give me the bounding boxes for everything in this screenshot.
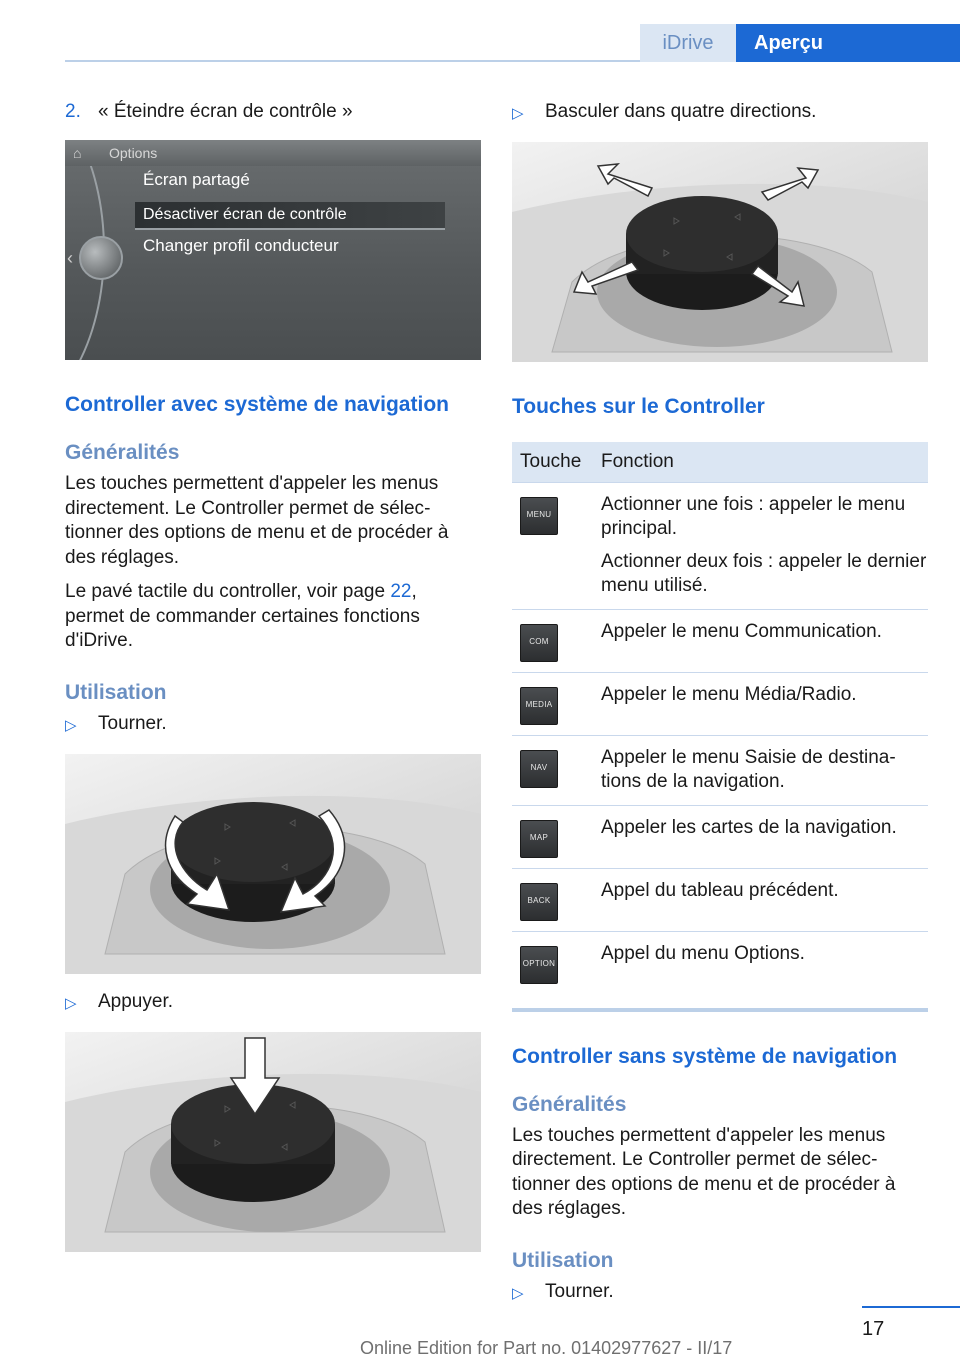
function-text: Appeler le menu Média/Radio. [601, 683, 857, 705]
step-number: 2. [65, 101, 81, 122]
controller-press-photo [65, 1032, 481, 1252]
footer-rule [862, 1306, 960, 1308]
table-row [512, 672, 928, 735]
heading-usage: Utilisation [65, 680, 167, 704]
table-row [512, 931, 928, 1010]
heading-general: Généralités [512, 1092, 627, 1116]
table-row [512, 609, 928, 672]
function-text: Actionner une fois : appeler le menu principal. [601, 493, 906, 539]
table-row [512, 868, 928, 931]
step-text: « Éteindre écran de contrôle » [98, 101, 353, 122]
chevron-left-icon: ‹ [67, 248, 73, 268]
heading-usage: Utilisation [512, 1248, 614, 1272]
edition-note: Online Edition for Part no. 01402977627 - II/17 [360, 1338, 733, 1358]
menu-item-selected: Désactiver écran de contrôle [135, 202, 445, 230]
nav-button-icon: NAV [520, 750, 558, 788]
back-button-icon: BACK [520, 883, 558, 921]
paragraph-touchpad: Le pavé tactile du controller, voir page 22, permet de commander certaines fonctions d'iDrive. [65, 581, 420, 651]
table-header-function: Fonction [601, 442, 928, 482]
bullet-turn: ▷ Tourner. [512, 1280, 928, 1306]
menu-button-icon: MENU [520, 497, 558, 535]
paragraph-buttons: Les touches permettent d'appeler les menus directement. Le Controller permet de sélectionner des options de menu et de procéder à des réglages. [512, 1124, 896, 1219]
controller-knob-icon [79, 236, 123, 280]
right-column [512, 100, 928, 1322]
triangle-bullet-icon: ▷ [512, 1284, 524, 1302]
controller-tilt-photo [512, 142, 928, 362]
com-button-icon: COM [520, 624, 558, 662]
function-cell [601, 868, 928, 931]
home-icon: ⌂ [73, 145, 82, 161]
page-number: 17 [862, 1318, 885, 1340]
left-column [65, 100, 481, 1252]
menu-item-driver-profile: Changer profil conducteur [143, 236, 339, 255]
function-text: Appel du menu Options. [601, 942, 805, 964]
bullet-press: ▷ Appuyer. [65, 990, 481, 1016]
table-row [512, 805, 928, 868]
table-row [512, 482, 928, 609]
function-cell [601, 805, 928, 868]
function-text: Actionner deux fois : appeler le dernier menu utilisé. [601, 550, 927, 596]
table-row [512, 735, 928, 805]
function-cell [601, 931, 928, 1010]
buttons-table [512, 442, 928, 1012]
heading-controller-with-nav: Controller avec système de navigation [65, 393, 449, 416]
step-2 [65, 100, 481, 124]
media-button-icon: MEDIA [520, 687, 558, 725]
option-button-icon: OPTION [520, 946, 558, 984]
function-cell [601, 609, 928, 672]
header-section-tab[interactable]: Aperçu [736, 24, 960, 62]
paragraph-buttons: Les touches permettent d'appeler les menus directement. Le Controller permet de sélectionner des options de menu et de procéder à des réglages. [65, 473, 449, 568]
function-text: Appeler le menu Saisie de destinations de la navigation. [601, 746, 896, 792]
function-cell [601, 482, 928, 609]
function-text: Appeler le menu Communication. [601, 620, 882, 642]
function-cell [601, 735, 928, 805]
heading-general: Généralités [65, 441, 180, 464]
header-chapter-tab[interactable]: iDrive [640, 24, 736, 62]
bullet-tilt: ▷ Basculer dans quatre directions. [512, 100, 928, 126]
function-text: Appeler les cartes de la navigation. [601, 816, 897, 838]
function-text: Appel du tableau précédent. [601, 879, 839, 901]
control-display-screenshot [65, 140, 481, 360]
function-cell [601, 672, 928, 735]
triangle-bullet-icon: ▷ [65, 716, 77, 734]
table-header-key: Touche [512, 442, 601, 482]
page-link[interactable]: 22 [390, 581, 412, 602]
menu-item-split-screen: Écran partagé [143, 170, 250, 189]
screen-options-label: Options [109, 145, 158, 161]
heading-controller-buttons: Touches sur le Controller [512, 395, 765, 418]
triangle-bullet-icon: ▷ [512, 105, 524, 122]
heading-controller-without-nav: Controller sans système de navigation [512, 1044, 898, 1068]
controller-turn-photo [65, 754, 481, 974]
bullet-turn: ▷ Tourner. [65, 712, 481, 738]
map-button-icon: MAP [520, 820, 558, 858]
triangle-bullet-icon: ▷ [65, 994, 77, 1012]
